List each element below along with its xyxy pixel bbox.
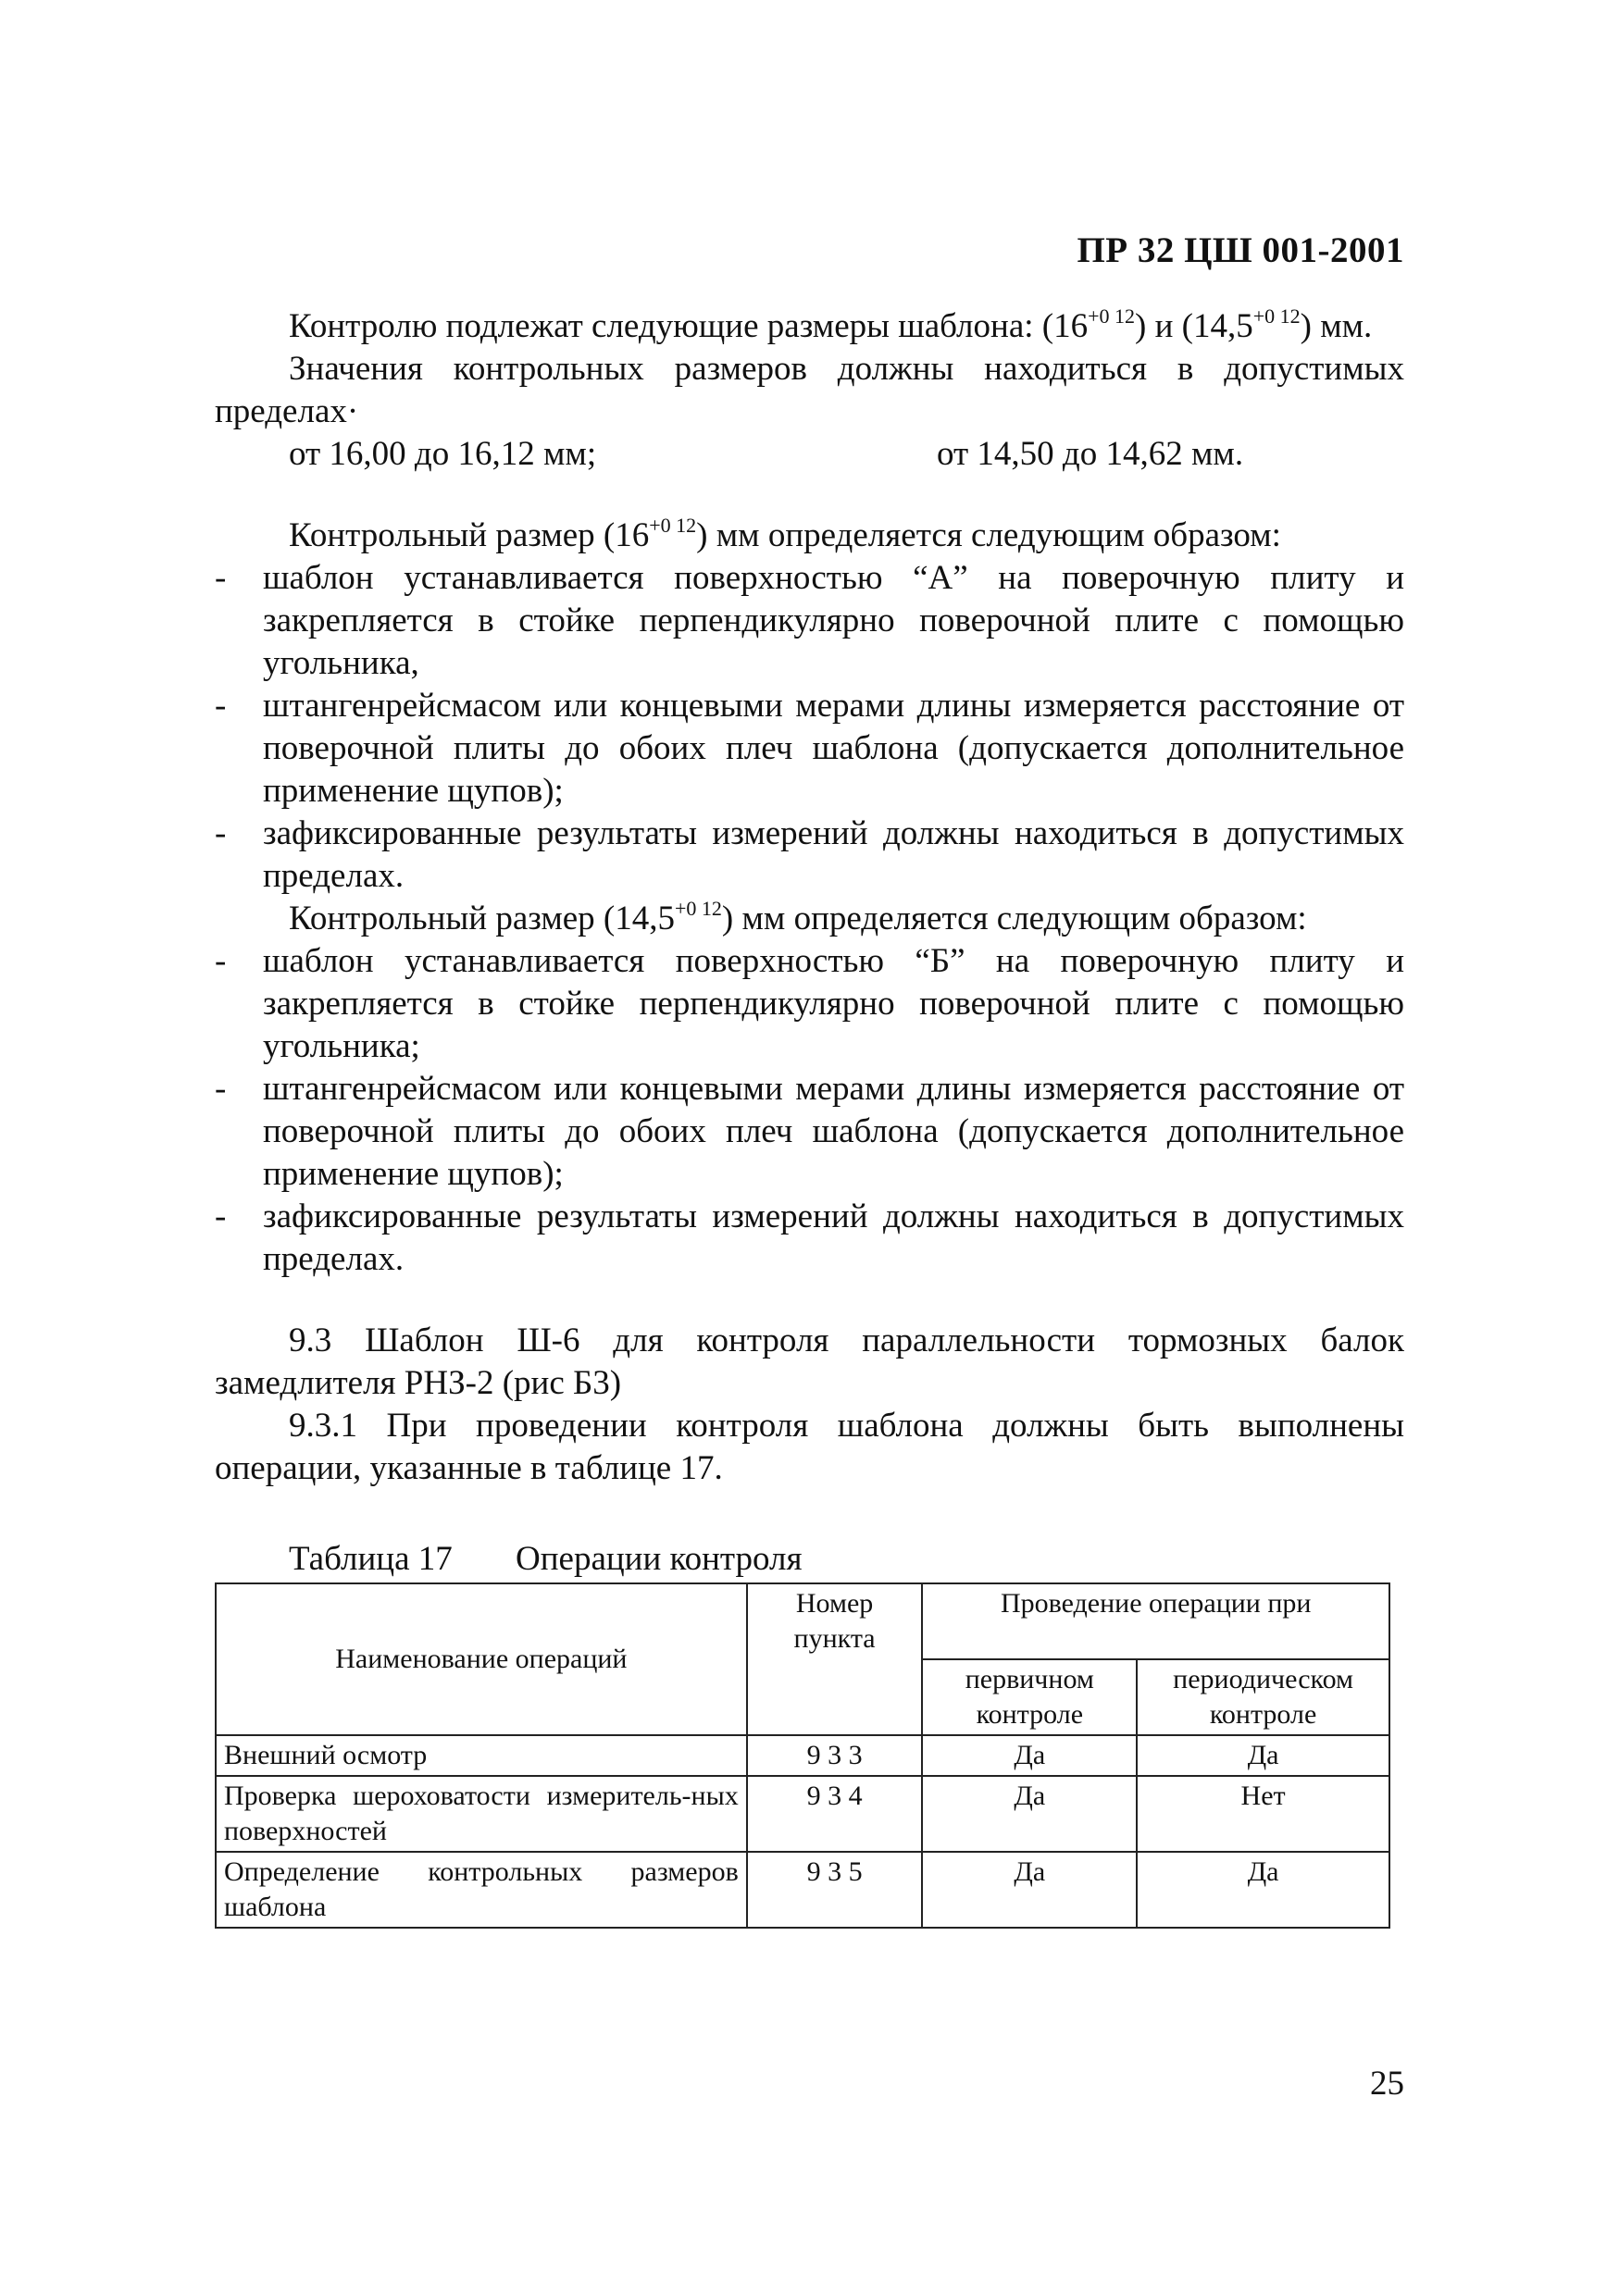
paragraph-size-16 — [215, 515, 1404, 557]
list-item — [215, 557, 1404, 685]
tolerance-superscript: +0 12 — [1088, 304, 1136, 328]
list-item-text: зафиксированные результаты измерений должны находиться в допустимых пределах. — [263, 814, 1404, 895]
paragraph-9-3-1: 9.3.1 При проведении контроля шаблона должны быть выполнены операции, указанные в таблице 17. — [215, 1407, 1404, 1487]
table-row — [216, 1852, 1389, 1928]
list-item-text: штангенрейсмасом или концевыми мерами длины измеряется расстояние от поверочной плиты до обоих плеч шаблона (допускается дополнительное применение щупов); — [263, 687, 1404, 810]
list-item — [215, 813, 1404, 898]
table-row — [216, 1776, 1389, 1852]
bullet-dash: - — [215, 942, 227, 980]
list-item — [215, 1196, 1404, 1281]
text-segment: ) мм определяется следующим образом: — [721, 900, 1307, 937]
header-item-number: Номер пункта — [747, 1583, 923, 1735]
text-segment: Контрольный размер (14,5 — [289, 900, 675, 937]
limits-line — [289, 433, 1404, 476]
list-item-text: шаблон устанавливается поверхностью “А” на поверочную плиту и закрепляется в стойке перпендикулярно поверочной плите с помощью угольника, — [263, 559, 1404, 682]
limit-first: от 16,00 до 16,12 мм; — [289, 435, 597, 473]
cell-periodic: Да — [1137, 1852, 1389, 1928]
document-code: ПР 32 ЦШ 001-2001 — [1077, 230, 1404, 270]
cell-primary: Да — [922, 1776, 1137, 1852]
bullet-dash: - — [215, 814, 227, 852]
bullet-dash: - — [215, 1070, 227, 1108]
table-number: Таблица 17 — [289, 1540, 453, 1578]
bullet-dash: - — [215, 687, 227, 725]
cell-item-number: 9 3 4 — [747, 1776, 923, 1852]
tolerance-superscript: +0 12 — [649, 513, 697, 537]
table-name: Операции контроля — [516, 1540, 803, 1578]
page-content — [215, 305, 1404, 1929]
cell-operation: Определение контрольных размеров шаблона — [216, 1852, 747, 1928]
bullet-dash: - — [215, 1198, 227, 1235]
paragraph-limits-intro: Значения контрольных размеров должны находиться в допустимых пределах· — [215, 350, 1404, 430]
cell-item-number: 9 3 5 — [747, 1852, 923, 1928]
cell-primary: Да — [922, 1852, 1137, 1928]
text-segment: Контролю подлежат следующие размеры шаблона: (16 — [289, 307, 1089, 345]
cell-periodic: Да — [1137, 1735, 1389, 1776]
page-number: 25 — [1370, 2065, 1404, 2103]
paragraph-size-14-5 — [215, 898, 1404, 940]
operations-table — [215, 1582, 1390, 1929]
text-segment: ) мм определяется следующим образом: — [696, 516, 1281, 554]
list-item-text: шаблон устанавливается поверхностью “Б” на поверочную плиту и закрепляется в стойке перпендикулярно поверочной плите с помощью угольника; — [263, 942, 1404, 1065]
header-operation-name: Наименование операций — [216, 1583, 747, 1735]
cell-periodic: Нет — [1137, 1776, 1389, 1852]
table-header-row — [216, 1583, 1389, 1659]
cell-operation: Проверка шероховатости измеритель-ных поверхностей — [216, 1776, 747, 1852]
text-segment: ) мм. — [1300, 307, 1373, 345]
list-item — [215, 940, 1404, 1068]
header-periodic-control: периодическом контроле — [1137, 1659, 1389, 1735]
header-primary-control: первичном контроле — [922, 1659, 1137, 1735]
bullet-dash: - — [215, 559, 227, 597]
text-segment: ) и (14,5 — [1135, 307, 1253, 345]
limit-second: от 14,50 до 14,62 мм. — [937, 435, 1244, 473]
tolerance-superscript: +0 12 — [675, 896, 722, 920]
text-segment: Контрольный размер (16 — [289, 516, 650, 554]
table-row — [216, 1735, 1389, 1776]
section-heading-9-3: 9.3 Шаблон Ш-6 для контроля параллельности тормозных балок замедлителя РНЗ-2 (рис Б3) — [215, 1322, 1404, 1402]
cell-item-number: 9 3 3 — [747, 1735, 923, 1776]
list-item-text: штангенрейсмасом или концевыми мерами длины измеряется расстояние от поверочной плиты до обоих плеч шаблона (допускается дополнительное применение щупов); — [263, 1070, 1404, 1193]
list-item — [215, 685, 1404, 813]
header-performed-at: Проведение операции при — [922, 1583, 1389, 1659]
tolerance-superscript: +0 12 — [1252, 304, 1301, 328]
cell-primary: Да — [922, 1735, 1137, 1776]
cell-operation: Внешний осмотр — [216, 1735, 747, 1776]
list-item — [215, 1068, 1404, 1196]
paragraph-controlled-sizes — [215, 305, 1404, 348]
table-caption — [289, 1538, 1404, 1581]
list-item-text: зафиксированные результаты измерений должны находиться в допустимых пределах. — [263, 1198, 1404, 1278]
